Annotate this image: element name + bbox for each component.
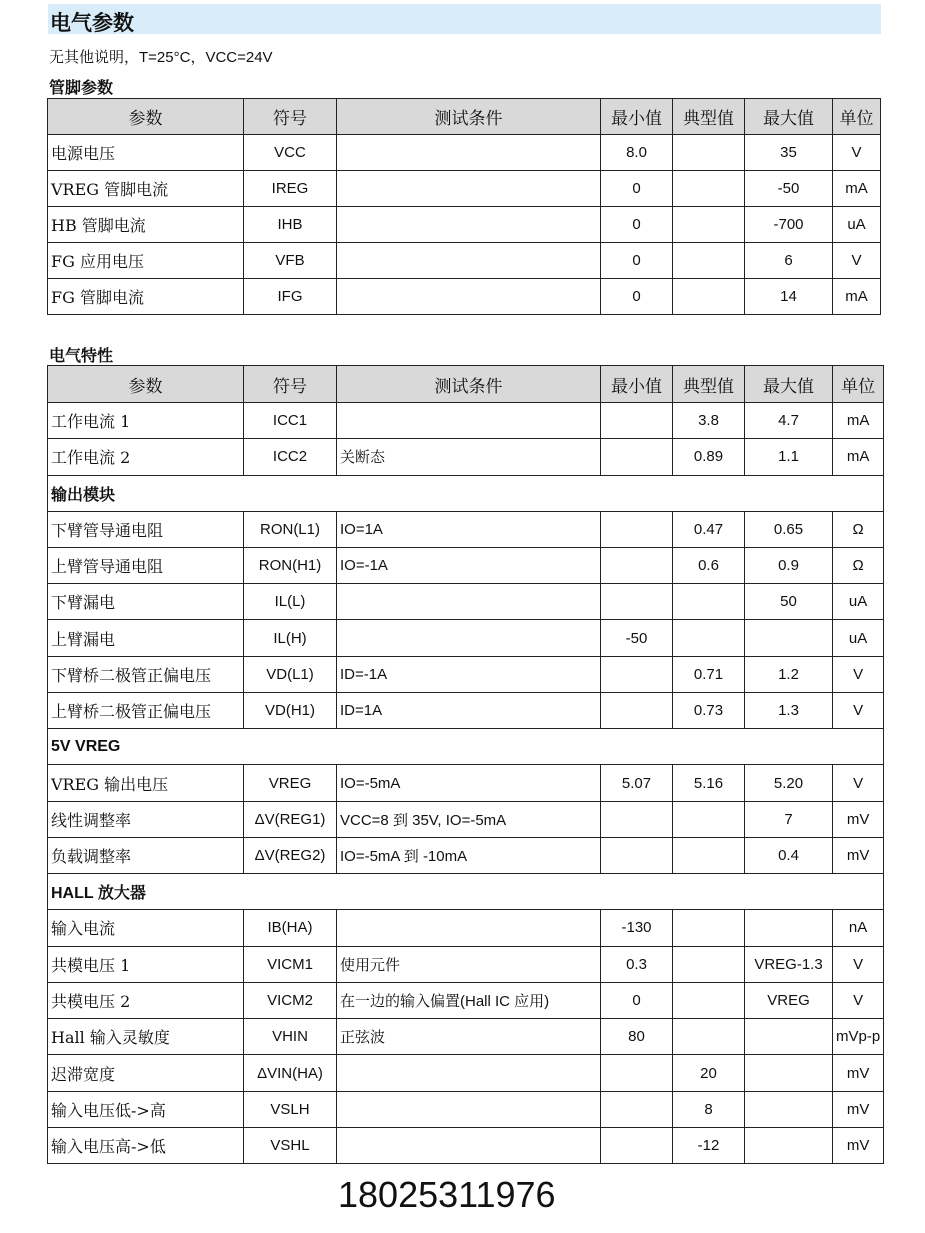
cell-unit: uA xyxy=(833,620,884,656)
cell-symbol: VSLH xyxy=(244,1091,337,1127)
pin-parameter-table xyxy=(47,98,881,315)
cell-unit: Ω xyxy=(833,511,884,547)
table-header-row xyxy=(48,99,881,135)
table-row xyxy=(48,910,884,946)
cell-condition xyxy=(337,1055,601,1091)
cell-typ: 0.47 xyxy=(673,511,745,547)
cell-condition xyxy=(337,243,601,279)
cell-param: 工作电流 1 xyxy=(48,403,244,439)
cell-max xyxy=(745,620,833,656)
cell-param: 负载调整率 xyxy=(48,837,244,873)
cell-condition: 使用元件 xyxy=(337,946,601,982)
cell-max: 6 xyxy=(745,243,833,279)
cell-min: 0 xyxy=(601,982,673,1018)
cell-symbol: ICC1 xyxy=(244,403,337,439)
cell-symbol: IREG xyxy=(244,171,337,207)
header-symbol: 符号 xyxy=(244,366,337,403)
cell-max: -50 xyxy=(745,171,833,207)
cell-min: 0 xyxy=(601,243,673,279)
cell-max xyxy=(745,1019,833,1055)
cell-symbol: RON(L1) xyxy=(244,511,337,547)
header-min: 最小值 xyxy=(601,99,673,135)
header-unit: 单位 xyxy=(833,366,884,403)
header-typ: 典型值 xyxy=(673,99,745,135)
cell-max xyxy=(745,1055,833,1091)
cell-param: 共模电压 2 xyxy=(48,982,244,1018)
header-max: 最大值 xyxy=(745,99,833,135)
cell-condition: IO=1A xyxy=(337,511,601,547)
cell-symbol: ICC2 xyxy=(244,439,337,475)
cell-typ xyxy=(673,837,745,873)
cell-typ xyxy=(673,171,745,207)
cell-symbol: IFG xyxy=(244,279,337,315)
cell-unit: uA xyxy=(833,584,884,620)
table-row xyxy=(48,1019,884,1055)
cell-min: 8.0 xyxy=(601,135,673,171)
cell-condition xyxy=(337,1091,601,1127)
cell-symbol: VD(L1) xyxy=(244,656,337,692)
pin-section-label: 管脚参数 xyxy=(49,80,114,97)
table-row xyxy=(48,171,881,207)
table-row xyxy=(48,1091,884,1127)
cell-symbol: VHIN xyxy=(244,1019,337,1055)
header-condition: 测试条件 xyxy=(337,366,601,403)
cell-typ xyxy=(673,982,745,1018)
cell-max: 5.20 xyxy=(745,765,833,801)
cell-min: 0.3 xyxy=(601,946,673,982)
cell-max: VREG xyxy=(745,982,833,1018)
cell-typ xyxy=(673,620,745,656)
cell-symbol: VFB xyxy=(244,243,337,279)
cell-param: Hall 输入灵敏度 xyxy=(48,1019,244,1055)
cell-min xyxy=(601,403,673,439)
cell-param: VREG 输出电压 xyxy=(48,765,244,801)
cell-symbol: RON(H1) xyxy=(244,547,337,583)
table-row xyxy=(48,547,884,583)
cell-symbol: ΔVIN(HA) xyxy=(244,1055,337,1091)
cell-min xyxy=(601,1128,673,1164)
cell-max xyxy=(745,1128,833,1164)
cell-min xyxy=(601,656,673,692)
cell-max: -700 xyxy=(745,207,833,243)
cell-symbol: VICM1 xyxy=(244,946,337,982)
cell-min xyxy=(601,1091,673,1127)
cell-unit: uA xyxy=(833,207,881,243)
cell-typ xyxy=(673,946,745,982)
table-row xyxy=(48,1055,884,1091)
cell-typ: 3.8 xyxy=(673,403,745,439)
cell-typ: 0.73 xyxy=(673,693,745,729)
cell-condition: ID=-1A xyxy=(337,656,601,692)
cell-unit: V xyxy=(833,656,884,692)
cell-typ xyxy=(673,279,745,315)
cell-min: 80 xyxy=(601,1019,673,1055)
cell-min xyxy=(601,837,673,873)
group-title: 输出模块 xyxy=(48,475,884,511)
cell-symbol: ΔV(REG1) xyxy=(244,801,337,837)
cell-condition: 正弦波 xyxy=(337,1019,601,1055)
cell-max: 14 xyxy=(745,279,833,315)
cell-unit: mV xyxy=(833,801,884,837)
table-row xyxy=(48,837,884,873)
cell-typ xyxy=(673,135,745,171)
cell-condition: 在一边的输入偏置(Hall IC 应用) xyxy=(337,982,601,1018)
cell-min xyxy=(601,584,673,620)
cell-typ: 0.6 xyxy=(673,547,745,583)
table-row xyxy=(48,620,884,656)
cell-typ: 0.71 xyxy=(673,656,745,692)
cell-max: 4.7 xyxy=(745,403,833,439)
cell-symbol: VSHL xyxy=(244,1128,337,1164)
cell-typ xyxy=(673,910,745,946)
cell-max xyxy=(745,910,833,946)
cell-param: 输入电压高->低 xyxy=(48,1128,244,1164)
cell-min xyxy=(601,693,673,729)
header-max: 最大值 xyxy=(745,366,833,403)
cell-max xyxy=(745,1091,833,1127)
cell-unit: V xyxy=(833,982,884,1018)
cell-symbol: ΔV(REG2) xyxy=(244,837,337,873)
cell-unit: V xyxy=(833,243,881,279)
cell-condition: IO=-5mA xyxy=(337,765,601,801)
cell-condition: IO=-1A xyxy=(337,547,601,583)
cell-symbol: VREG xyxy=(244,765,337,801)
cell-max: 7 xyxy=(745,801,833,837)
cell-unit: mA xyxy=(833,439,884,475)
header-condition: 测试条件 xyxy=(337,99,601,135)
cell-unit: mA xyxy=(833,279,881,315)
electrical-characteristics-table xyxy=(47,365,884,1164)
cell-max: 0.9 xyxy=(745,547,833,583)
cell-symbol: IL(H) xyxy=(244,620,337,656)
group-header-row xyxy=(48,475,884,511)
group-header-row xyxy=(48,874,884,910)
cell-min xyxy=(601,1055,673,1091)
table-row xyxy=(48,656,884,692)
cell-param: 输入电压低->高 xyxy=(48,1091,244,1127)
cell-max: 1.3 xyxy=(745,693,833,729)
footer-phone-number: 18025311976 xyxy=(338,1174,556,1215)
table-row xyxy=(48,946,884,982)
cell-unit: V xyxy=(833,765,884,801)
cell-condition xyxy=(337,171,601,207)
cell-unit: V xyxy=(833,135,881,171)
cell-param: 上臂漏电 xyxy=(48,620,244,656)
header-typ: 典型值 xyxy=(673,366,745,403)
table-row xyxy=(48,511,884,547)
cell-unit: mV xyxy=(833,1128,884,1164)
cell-typ xyxy=(673,207,745,243)
elec-section-label: 电气特性 xyxy=(49,348,114,365)
cell-param: 下臂漏电 xyxy=(48,584,244,620)
header-symbol: 符号 xyxy=(244,99,337,135)
cell-min xyxy=(601,439,673,475)
cell-unit: Ω xyxy=(833,547,884,583)
group-title: HALL 放大器 xyxy=(48,874,884,910)
cell-symbol: VCC xyxy=(244,135,337,171)
cell-unit: mV xyxy=(833,1091,884,1127)
cell-condition: VCC=8 到 35V, IO=-5mA xyxy=(337,801,601,837)
cell-max: 1.1 xyxy=(745,439,833,475)
cell-min: -50 xyxy=(601,620,673,656)
cell-param: 共模电压 1 xyxy=(48,946,244,982)
cell-condition xyxy=(337,910,601,946)
cell-param: 上臂桥二极管正偏电压 xyxy=(48,693,244,729)
header-unit: 单位 xyxy=(833,99,881,135)
cell-condition: IO=-5mA 到 -10mA xyxy=(337,837,601,873)
table-row xyxy=(48,1128,884,1164)
cell-param: FG 管脚电流 xyxy=(48,279,244,315)
cell-unit: nA xyxy=(833,910,884,946)
cell-typ xyxy=(673,243,745,279)
table-header-row xyxy=(48,366,884,403)
table-row xyxy=(48,403,884,439)
cell-typ: 8 xyxy=(673,1091,745,1127)
cell-unit: mA xyxy=(833,403,884,439)
cell-param: VREG 管脚电流 xyxy=(48,171,244,207)
cell-symbol: VICM2 xyxy=(244,982,337,1018)
cell-param: 下臂管导通电阻 xyxy=(48,511,244,547)
cell-min: 0 xyxy=(601,171,673,207)
cell-condition: 关断态 xyxy=(337,439,601,475)
cell-min xyxy=(601,511,673,547)
cell-min: 0 xyxy=(601,279,673,315)
cell-max: 0.65 xyxy=(745,511,833,547)
cell-param: 输入电流 xyxy=(48,910,244,946)
cell-typ: 20 xyxy=(673,1055,745,1091)
cell-param: HB 管脚电流 xyxy=(48,207,244,243)
cell-condition xyxy=(337,403,601,439)
cell-min: -130 xyxy=(601,910,673,946)
cell-typ xyxy=(673,584,745,620)
cell-typ: 5.16 xyxy=(673,765,745,801)
cell-condition xyxy=(337,620,601,656)
cell-condition xyxy=(337,279,601,315)
cell-unit: mA xyxy=(833,171,881,207)
cell-param: 下臂桥二极管正偏电压 xyxy=(48,656,244,692)
subtitle: 无其他说明，T=25°C，VCC=24V xyxy=(49,49,273,66)
table-row xyxy=(48,693,884,729)
title-bar xyxy=(48,4,881,34)
cell-typ xyxy=(673,1019,745,1055)
cell-param: 电源电压 xyxy=(48,135,244,171)
group-header-row xyxy=(48,729,884,765)
cell-symbol: IB(HA) xyxy=(244,910,337,946)
cell-max: 1.2 xyxy=(745,656,833,692)
cell-min xyxy=(601,547,673,583)
cell-max: 50 xyxy=(745,584,833,620)
header-param: 参数 xyxy=(48,99,244,135)
cell-min: 0 xyxy=(601,207,673,243)
cell-condition xyxy=(337,135,601,171)
cell-param: FG 应用电压 xyxy=(48,243,244,279)
table-row xyxy=(48,243,881,279)
group-title: 5V VREG xyxy=(48,729,884,765)
cell-typ xyxy=(673,801,745,837)
table-row xyxy=(48,279,881,315)
cell-param: 线性调整率 xyxy=(48,801,244,837)
cell-param: 工作电流 2 xyxy=(48,439,244,475)
cell-param: 迟滞宽度 xyxy=(48,1055,244,1091)
cell-symbol: IHB xyxy=(244,207,337,243)
cell-typ: 0.89 xyxy=(673,439,745,475)
cell-unit: mV xyxy=(833,1055,884,1091)
cell-unit: mV xyxy=(833,837,884,873)
cell-symbol: IL(L) xyxy=(244,584,337,620)
header-min: 最小值 xyxy=(601,366,673,403)
cell-typ: -12 xyxy=(673,1128,745,1164)
cell-unit: mVp-p xyxy=(833,1019,884,1055)
table-row xyxy=(48,439,884,475)
cell-symbol: VD(H1) xyxy=(244,693,337,729)
header-param: 参数 xyxy=(48,366,244,403)
page-title: 电气参数 xyxy=(50,12,134,35)
cell-condition xyxy=(337,1128,601,1164)
cell-min xyxy=(601,801,673,837)
table-row xyxy=(48,207,881,243)
cell-condition xyxy=(337,584,601,620)
table-row xyxy=(48,135,881,171)
table-row xyxy=(48,765,884,801)
cell-condition xyxy=(337,207,601,243)
cell-unit: V xyxy=(833,946,884,982)
cell-param: 上臂管导通电阻 xyxy=(48,547,244,583)
table-row xyxy=(48,982,884,1018)
table-row xyxy=(48,584,884,620)
cell-max: 0.4 xyxy=(745,837,833,873)
cell-max: 35 xyxy=(745,135,833,171)
cell-min: 5.07 xyxy=(601,765,673,801)
table-row xyxy=(48,801,884,837)
cell-unit: V xyxy=(833,693,884,729)
cell-max: VREG-1.3 xyxy=(745,946,833,982)
cell-condition: ID=1A xyxy=(337,693,601,729)
